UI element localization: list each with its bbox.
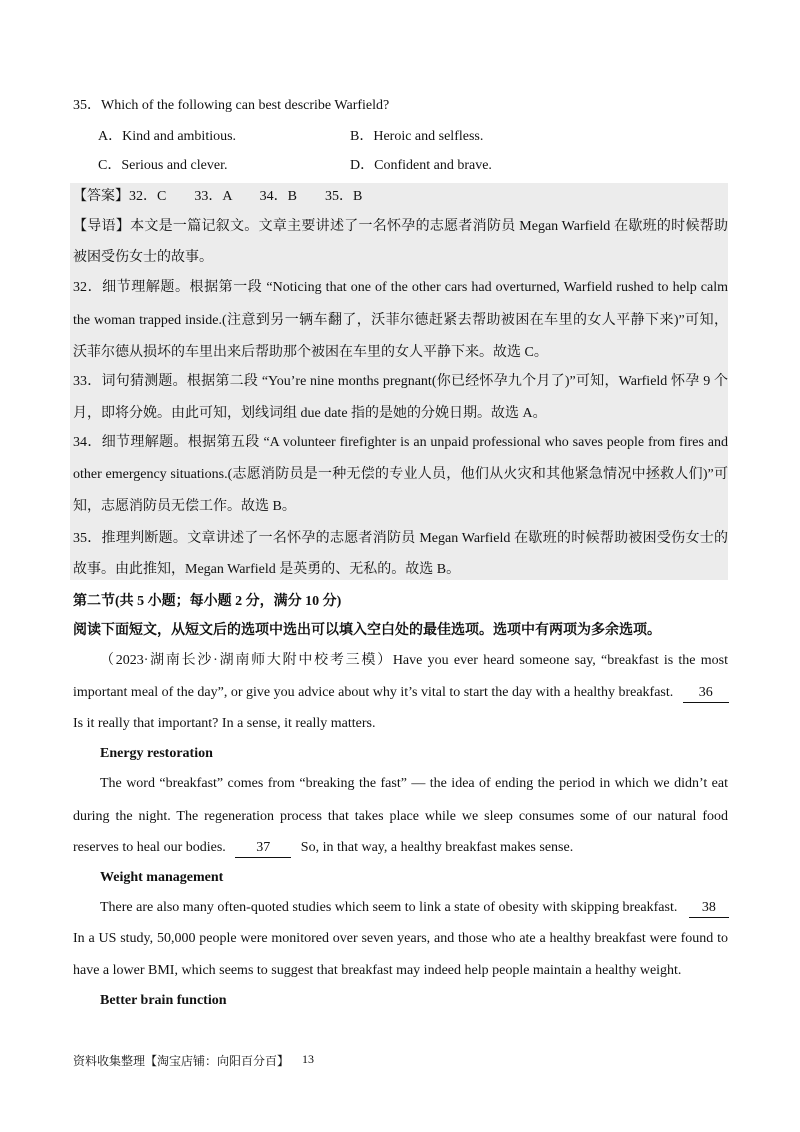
explanation-33-line-1: 33．词句猜测题。根据第二段 “You’re nine months pregnant(你已经怀孕九个月了)”可知，Warfield 怀孕 9 个	[73, 374, 728, 389]
paragraph-2-line-2: during the night. The regeneration process that takes place while we sleep consumes some of our natural food	[73, 809, 728, 824]
blank-38: 38	[689, 899, 729, 918]
paragraph-1-line-2-text: important meal of the day”, or give you advice about why it’s vital to start the day with a healthy breakfast.	[73, 685, 674, 700]
subheading-weight-management: Weight management	[100, 870, 224, 885]
paragraph-1-line-2	[73, 684, 729, 703]
paragraph-3-line-1-text: There are also many often-quoted studies which seem to link a state of obesity with skipping breakfast.	[100, 900, 678, 915]
paragraph-3-line-3: have a lower BMI, which seems to suggest that breakfast may indeed help people maintain a healthy weight.	[73, 963, 682, 978]
option-c: C．Serious and clever.	[98, 158, 228, 173]
explanation-35-line-2: 故事。由此推知，Megan Warfield 是英勇的、无私的。故选 B。	[73, 562, 461, 577]
explanation-34-line-2: other emergency situations.(志愿消防员是一种无偿的专业人员，他们从火灾和其他紧急情况中拯救人们)”可	[73, 467, 728, 482]
paragraph-2-line-3	[73, 839, 573, 858]
subheading-energy-restoration: Energy restoration	[100, 746, 213, 761]
subheading-better-brain-function: Better brain function	[100, 993, 227, 1008]
paragraph-3-line-2: In a US study, 50,000 people were monitored over seven years, and those who ate a healthy breakfast were found to	[73, 931, 728, 946]
paragraph-2-line-1: The word “breakfast” comes from “breaking the fast” — the idea of ending the period in which we didn’t eat	[100, 776, 728, 791]
explanation-32-line-1: 32．细节理解题。根据第一段 “Noticing that one of the other cars had overturned, Warfield rushed to help calm	[73, 280, 728, 295]
explanation-33-line-2: 月，即将分娩。由此可知，划线词组 due date 指的是她的分娩日期。故选 A。	[73, 406, 547, 421]
paragraph-3-line-1	[100, 899, 729, 918]
explanation-32-line-2: the woman trapped inside.(注意到另一辆车翻了，沃菲尔德赶紧去帮助被困在车里的女人平静下来)”可知，	[73, 313, 728, 328]
intro-line-2: 被困受伤女士的故事。	[73, 250, 213, 265]
paragraph-1-line-3: Is it really that important? In a sense, it really matters.	[73, 716, 376, 731]
blank-36: 36	[683, 684, 729, 703]
paragraph-1-line-1: （2023·湖南长沙·湖南师大附中校考三模）Have you ever heard someone say, “breakfast is the most	[100, 653, 728, 668]
explanation-35-line-1: 35．推理判断题。文章讲述了一名怀孕的志愿者消防员 Megan Warfield 在歇班的时候帮助被困受伤女士的	[73, 531, 728, 546]
option-d: D．Confident and brave.	[350, 158, 492, 173]
section-2-instruction: 阅读下面短文，从短文后的选项中选出可以填入空白处的最佳选项。选项中有两项为多余选项。	[73, 623, 661, 638]
question-35-stem: 35．Which of the following can best describe Warfield?	[73, 98, 390, 113]
blank-37: 37	[235, 839, 291, 858]
explanation-32-line-3: 沃菲尔德从损坏的车里出来后帮助那个被困在车里的女人平静下来。故选 C。	[73, 345, 548, 360]
option-a: A．Kind and ambitious.	[98, 129, 237, 144]
page-number: 13	[302, 1052, 314, 1066]
footer-source: 资料收集整理【淘宝店铺：向阳百分百】	[73, 1054, 290, 1068]
answer-line: 【答案】32．C 33．A 34．B 35．B	[73, 189, 363, 204]
paragraph-2-line-3b: So, in that way, a healthy breakfast makes sense.	[300, 840, 574, 855]
explanation-34-line-3: 知，志愿消防员无偿工作。故选 B。	[73, 499, 296, 514]
explanation-34-line-1: 34．细节理解题。根据第五段 “A volunteer firefighter is an unpaid professional who saves people from fires and	[73, 435, 728, 450]
paragraph-2-line-3a: reserves to heal our bodies.	[73, 840, 226, 855]
section-2-heading: 第二节(共 5 小题；每小题 2 分，满分 10 分)	[73, 594, 342, 609]
intro-line-1: 【导语】本文是一篇记叙文。文章主要讲述了一名怀孕的志愿者消防员 Megan Warfield 在歇班的时候帮助	[73, 219, 728, 234]
option-b: B．Heroic and selfless.	[350, 129, 484, 144]
